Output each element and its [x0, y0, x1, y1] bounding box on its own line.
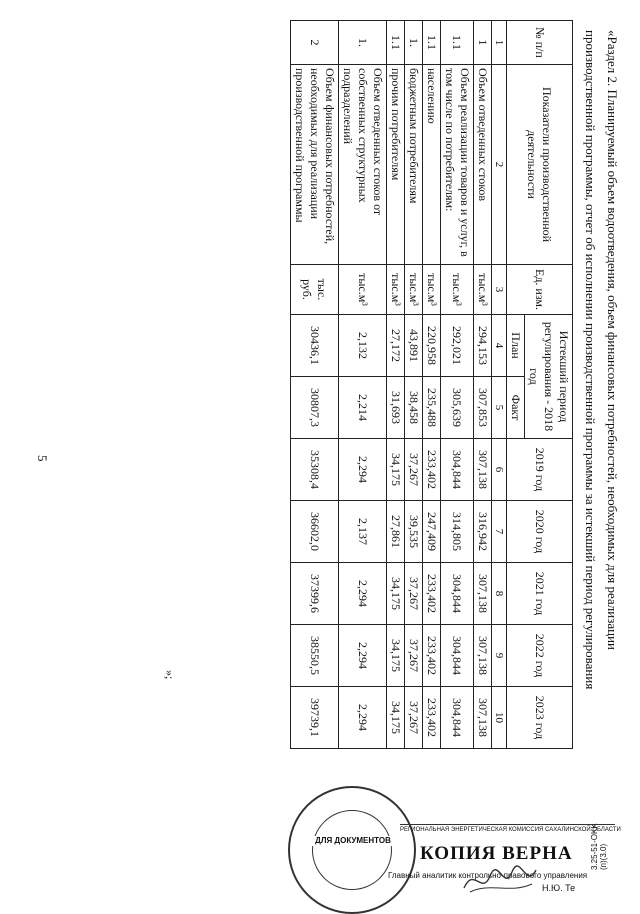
cell-plan: 292,021 — [441, 315, 474, 377]
cell-unit: тыс. руб. — [291, 265, 339, 315]
cell-unit: тыс.м³ — [387, 265, 405, 315]
cell-y2022: 307,138 — [474, 625, 492, 687]
rotated-content — [115, 20, 635, 790]
cell-y2022: 34,175 — [387, 625, 405, 687]
table-row — [405, 21, 423, 749]
col-number: 1 — [492, 21, 507, 65]
cell-name: Объем финансовых потребностей, необходимых для реализации производственной программы — [291, 65, 339, 265]
cell-y2022: 37,267 — [405, 625, 423, 687]
cell-plan: 220,958 — [423, 315, 441, 377]
cell-unit: тыс.м³ — [423, 265, 441, 315]
cell-y2019: 37,267 — [405, 439, 423, 501]
header-num: № п/п — [507, 21, 573, 65]
cell-y2023: 39739,1 — [291, 687, 339, 749]
cell-plan: 27,172 — [387, 315, 405, 377]
document-code: 3.25-51-OKK (п)(3.0) — [590, 823, 608, 870]
cell-unit: тыс.м³ — [339, 265, 387, 315]
cell-num: 1 — [474, 21, 492, 65]
cell-fact: 2,214 — [339, 377, 387, 439]
header-2021: 2021 год — [507, 563, 573, 625]
cell-fact: 38,458 — [405, 377, 423, 439]
cell-fact: 307,853 — [474, 377, 492, 439]
cell-num: 1. — [405, 21, 423, 65]
col-number: 3 — [492, 265, 507, 315]
cell-num: 1.1 — [387, 21, 405, 65]
section-heading — [579, 30, 623, 770]
table-row — [339, 21, 387, 749]
header-2023: 2023 год — [507, 687, 573, 749]
cell-y2023: 34,175 — [387, 687, 405, 749]
cell-y2022: 304,844 — [441, 625, 474, 687]
cell-unit: тыс.м³ — [405, 265, 423, 315]
col-number: 2 — [492, 65, 507, 265]
cell-name: населению — [423, 65, 441, 265]
col-number: 7 — [492, 501, 507, 563]
cell-plan: 2,132 — [339, 315, 387, 377]
cell-plan: 294,153 — [474, 315, 492, 377]
cell-num: 1. — [339, 21, 387, 65]
header-2022: 2022 год — [507, 625, 573, 687]
cell-y2020: 247,409 — [423, 501, 441, 563]
cell-y2020: 316,942 — [474, 501, 492, 563]
cell-name: бюджетным потребителям — [405, 65, 423, 265]
header-fact: Факт — [507, 377, 525, 439]
header-past-period: Истекший период регулирования - 2018 год — [525, 315, 573, 439]
column-number-row — [492, 21, 507, 749]
cell-y2023: 37,267 — [405, 687, 423, 749]
table-row — [291, 21, 339, 749]
cell-unit: тыс.м³ — [474, 265, 492, 315]
cell-fact: 235,488 — [423, 377, 441, 439]
cell-plan: 43,891 — [405, 315, 423, 377]
cell-y2023: 2,294 — [339, 687, 387, 749]
signature-icon — [460, 862, 540, 898]
heading-line-1: «Раздел 2. Планируемый объем водоотведения, объем финансовых потребностей, необходимых для реализации — [605, 30, 620, 650]
table-row — [474, 21, 492, 749]
cell-name: Объем отведенных стоков от собственных структурных подразделений — [339, 65, 387, 265]
header-indicator: Показатели производственной деятельности — [507, 65, 573, 265]
page-number: 5 — [35, 455, 50, 462]
stamp-copy-text: КОПИЯ ВЕРНА — [420, 843, 573, 864]
cell-y2020: 39,535 — [405, 501, 423, 563]
cell-name: Объем отведенных стоков — [474, 65, 492, 265]
round-seal — [288, 786, 416, 914]
cell-y2021: 304,844 — [441, 563, 474, 625]
closing-mark: »; — [163, 670, 177, 680]
cell-y2022: 233,402 — [423, 625, 441, 687]
stamp-department: Главный аналитик контрольно-правового управления — [388, 871, 588, 880]
header-2019: 2019 год — [507, 439, 573, 501]
header-unit: Ед. изм. — [507, 265, 573, 315]
cell-y2021: 2,294 — [339, 563, 387, 625]
cell-num: 2 — [291, 21, 339, 65]
col-number: 9 — [492, 625, 507, 687]
cell-fact: 305,639 — [441, 377, 474, 439]
cell-y2019: 35308,4 — [291, 439, 339, 501]
cell-name: Объем реализации товаров и услуг, в том числе по потребителям: — [441, 65, 474, 265]
cell-y2020: 27,861 — [387, 501, 405, 563]
cell-y2021: 37,267 — [405, 563, 423, 625]
heading-line-2: производственной программы, отчет об исполнении производственной программы за истекший период регулирования — [583, 30, 598, 690]
cell-y2021: 34,175 — [387, 563, 405, 625]
cell-y2023: 233,402 — [423, 687, 441, 749]
cell-y2019: 233,402 — [423, 439, 441, 501]
col-number: 10 — [492, 687, 507, 749]
cell-y2019: 34,175 — [387, 439, 405, 501]
cell-y2019: 307,138 — [474, 439, 492, 501]
cell-fact: 31,693 — [387, 377, 405, 439]
cell-y2020: 2,137 — [339, 501, 387, 563]
stamp-agency: РЕГИОНАЛЬНАЯ ЭНЕРГЕТИЧЕСКАЯ КОМИССИЯ САХАЛИНСКОЙ ОБЛАСТИ — [400, 827, 621, 833]
cell-fact: 30807,3 — [291, 377, 339, 439]
cell-y2022: 2,294 — [339, 625, 387, 687]
table-row — [387, 21, 405, 749]
cell-y2022: 38550,5 — [291, 625, 339, 687]
stamp-name: Н.Ю. Те — [542, 883, 576, 893]
table-row — [423, 21, 441, 749]
col-number: 8 — [492, 563, 507, 625]
cell-y2019: 2,294 — [339, 439, 387, 501]
header-2020: 2020 год — [507, 501, 573, 563]
cell-unit: тыс.м³ — [441, 265, 474, 315]
cell-y2020: 36602,0 — [291, 501, 339, 563]
header-plan: План — [507, 315, 525, 377]
production-table — [290, 20, 573, 749]
seal-label: ДЛЯ ДОКУМЕНТОВ — [310, 836, 396, 846]
cell-y2021: 37399,6 — [291, 563, 339, 625]
cell-y2023: 304,844 — [441, 687, 474, 749]
cell-y2020: 314,805 — [441, 501, 474, 563]
cell-num: 1.1 — [441, 21, 474, 65]
cell-y2023: 307,138 — [474, 687, 492, 749]
table-row — [441, 21, 474, 749]
cell-name: прочим потребителям — [387, 65, 405, 265]
cell-plan: 30436,1 — [291, 315, 339, 377]
col-number: 4 — [492, 315, 507, 377]
cell-y2021: 233,402 — [423, 563, 441, 625]
cell-num: 1.1 — [423, 21, 441, 65]
col-number: 6 — [492, 439, 507, 501]
col-number: 5 — [492, 377, 507, 439]
table-body — [291, 21, 492, 749]
cell-y2019: 304,844 — [441, 439, 474, 501]
seal-inner-ring — [312, 810, 392, 890]
cell-y2021: 307,138 — [474, 563, 492, 625]
